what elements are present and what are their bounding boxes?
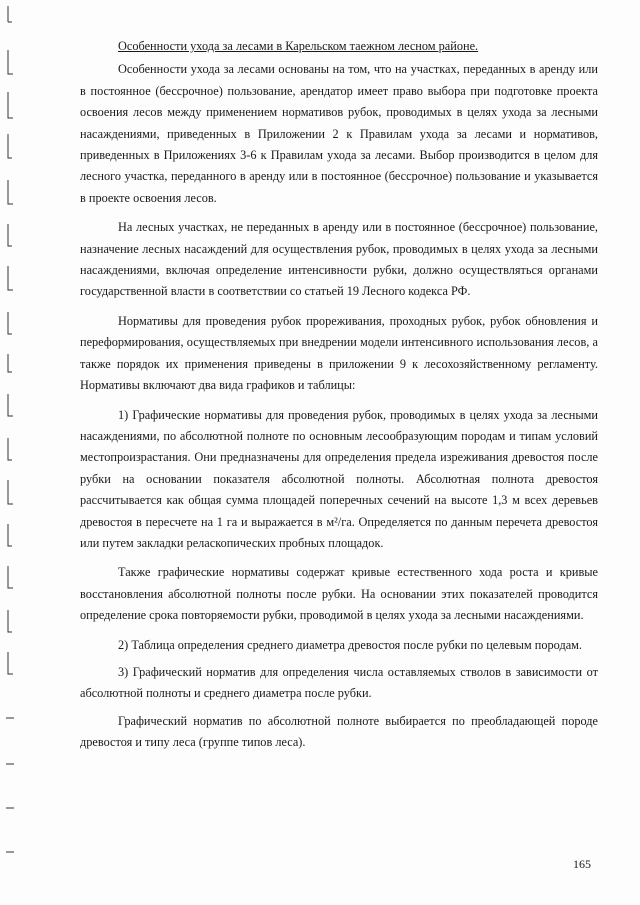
page-number: 165 (573, 857, 591, 871)
paragraph-3: Нормативы для проведения рубок прореживания, проходных рубок, рубок обновления и переформирования, осуществляемых при внедрении модели интенсивного использования лесов, а также порядок их применения приведены в приложении 9 к лесохозяйственному регламенту. Нормативы включают два вида графиков и таблицы: (80, 313, 598, 393)
document-body (80, 36, 598, 762)
paragraph-6: 2) Таблица определения среднего диаметра древостоя после рубки по целевым породам. (118, 637, 583, 652)
binding-marks (0, 0, 30, 905)
paragraph-7: 3) Графический норматив для определения числа оставляемых стволов в зависимости от абсолютной полноты и среднего диаметра после рубки. (80, 664, 598, 701)
paragraph-1: Особенности ухода за лесами основаны на том, что на участках, переданных в аренду или в постоянное (бессрочное) пользование, арендатор имеет право выбора при подготовке проекта освоения лесов между применением нормативов рубок, проводимых в целях ухода за лесными насаждениями, приведенных в Приложении 2 к Правилам ухода за лесами и нормативов, приведенных в Приложениях 3-6 к Правилам ухода за лесами. Выбор производится в целом для лесного участка, переданного в аренду или в постоянное (бессрочное) пользование и указывается в проекте освоения лесов. (80, 62, 598, 205)
paragraph-4: 1) Графические нормативы для проведения рубок, проводимых в целях ухода за лесными насаждениями, по абсолютной полноте по основным лесообразующим породам и типам условий местопроизрастания. Они предназначены для определения предела изреживания древостоя после рубки на основании показателя абсолютной полноты. Абсолютная полнота древостоя рассчитывается как общая сумма площадей поперечных сечений на высоте 1,3 м всех деревьев древостоя в пересчете на 1 га и выражается в м²/га. Определяется по данным перечета древостоя или путем закладки реласкопических пробных площадок. (80, 407, 598, 550)
paragraph-8: Графический норматив по абсолютной полноте выбирается по преобладающей породе древостоя и типу леса (группе типов леса). (80, 713, 598, 750)
paragraph-2: На лесных участках, не переданных в аренду или в постоянное (бессрочное) пользование, назначение лесных насаждений для осуществления рубок, проводимых в целях ухода за лесными насаждениями, включая определение интенсивности рубки, должно осуществляться органами государственной власти в соответствии со статьей 19 Лесного кодекса РФ. (80, 220, 598, 299)
document-title: Особенности ухода за лесами в Карельском таежном лесном районе. (118, 39, 479, 53)
paragraph-5: Также графические нормативы содержат кривые естественного хода роста и кривые восстановления абсолютной полноты после рубки. На основании этих показателей проводится определение срока повторяемости рубки, проводимой в целях ухода за лесными насаждениями. (80, 565, 598, 623)
